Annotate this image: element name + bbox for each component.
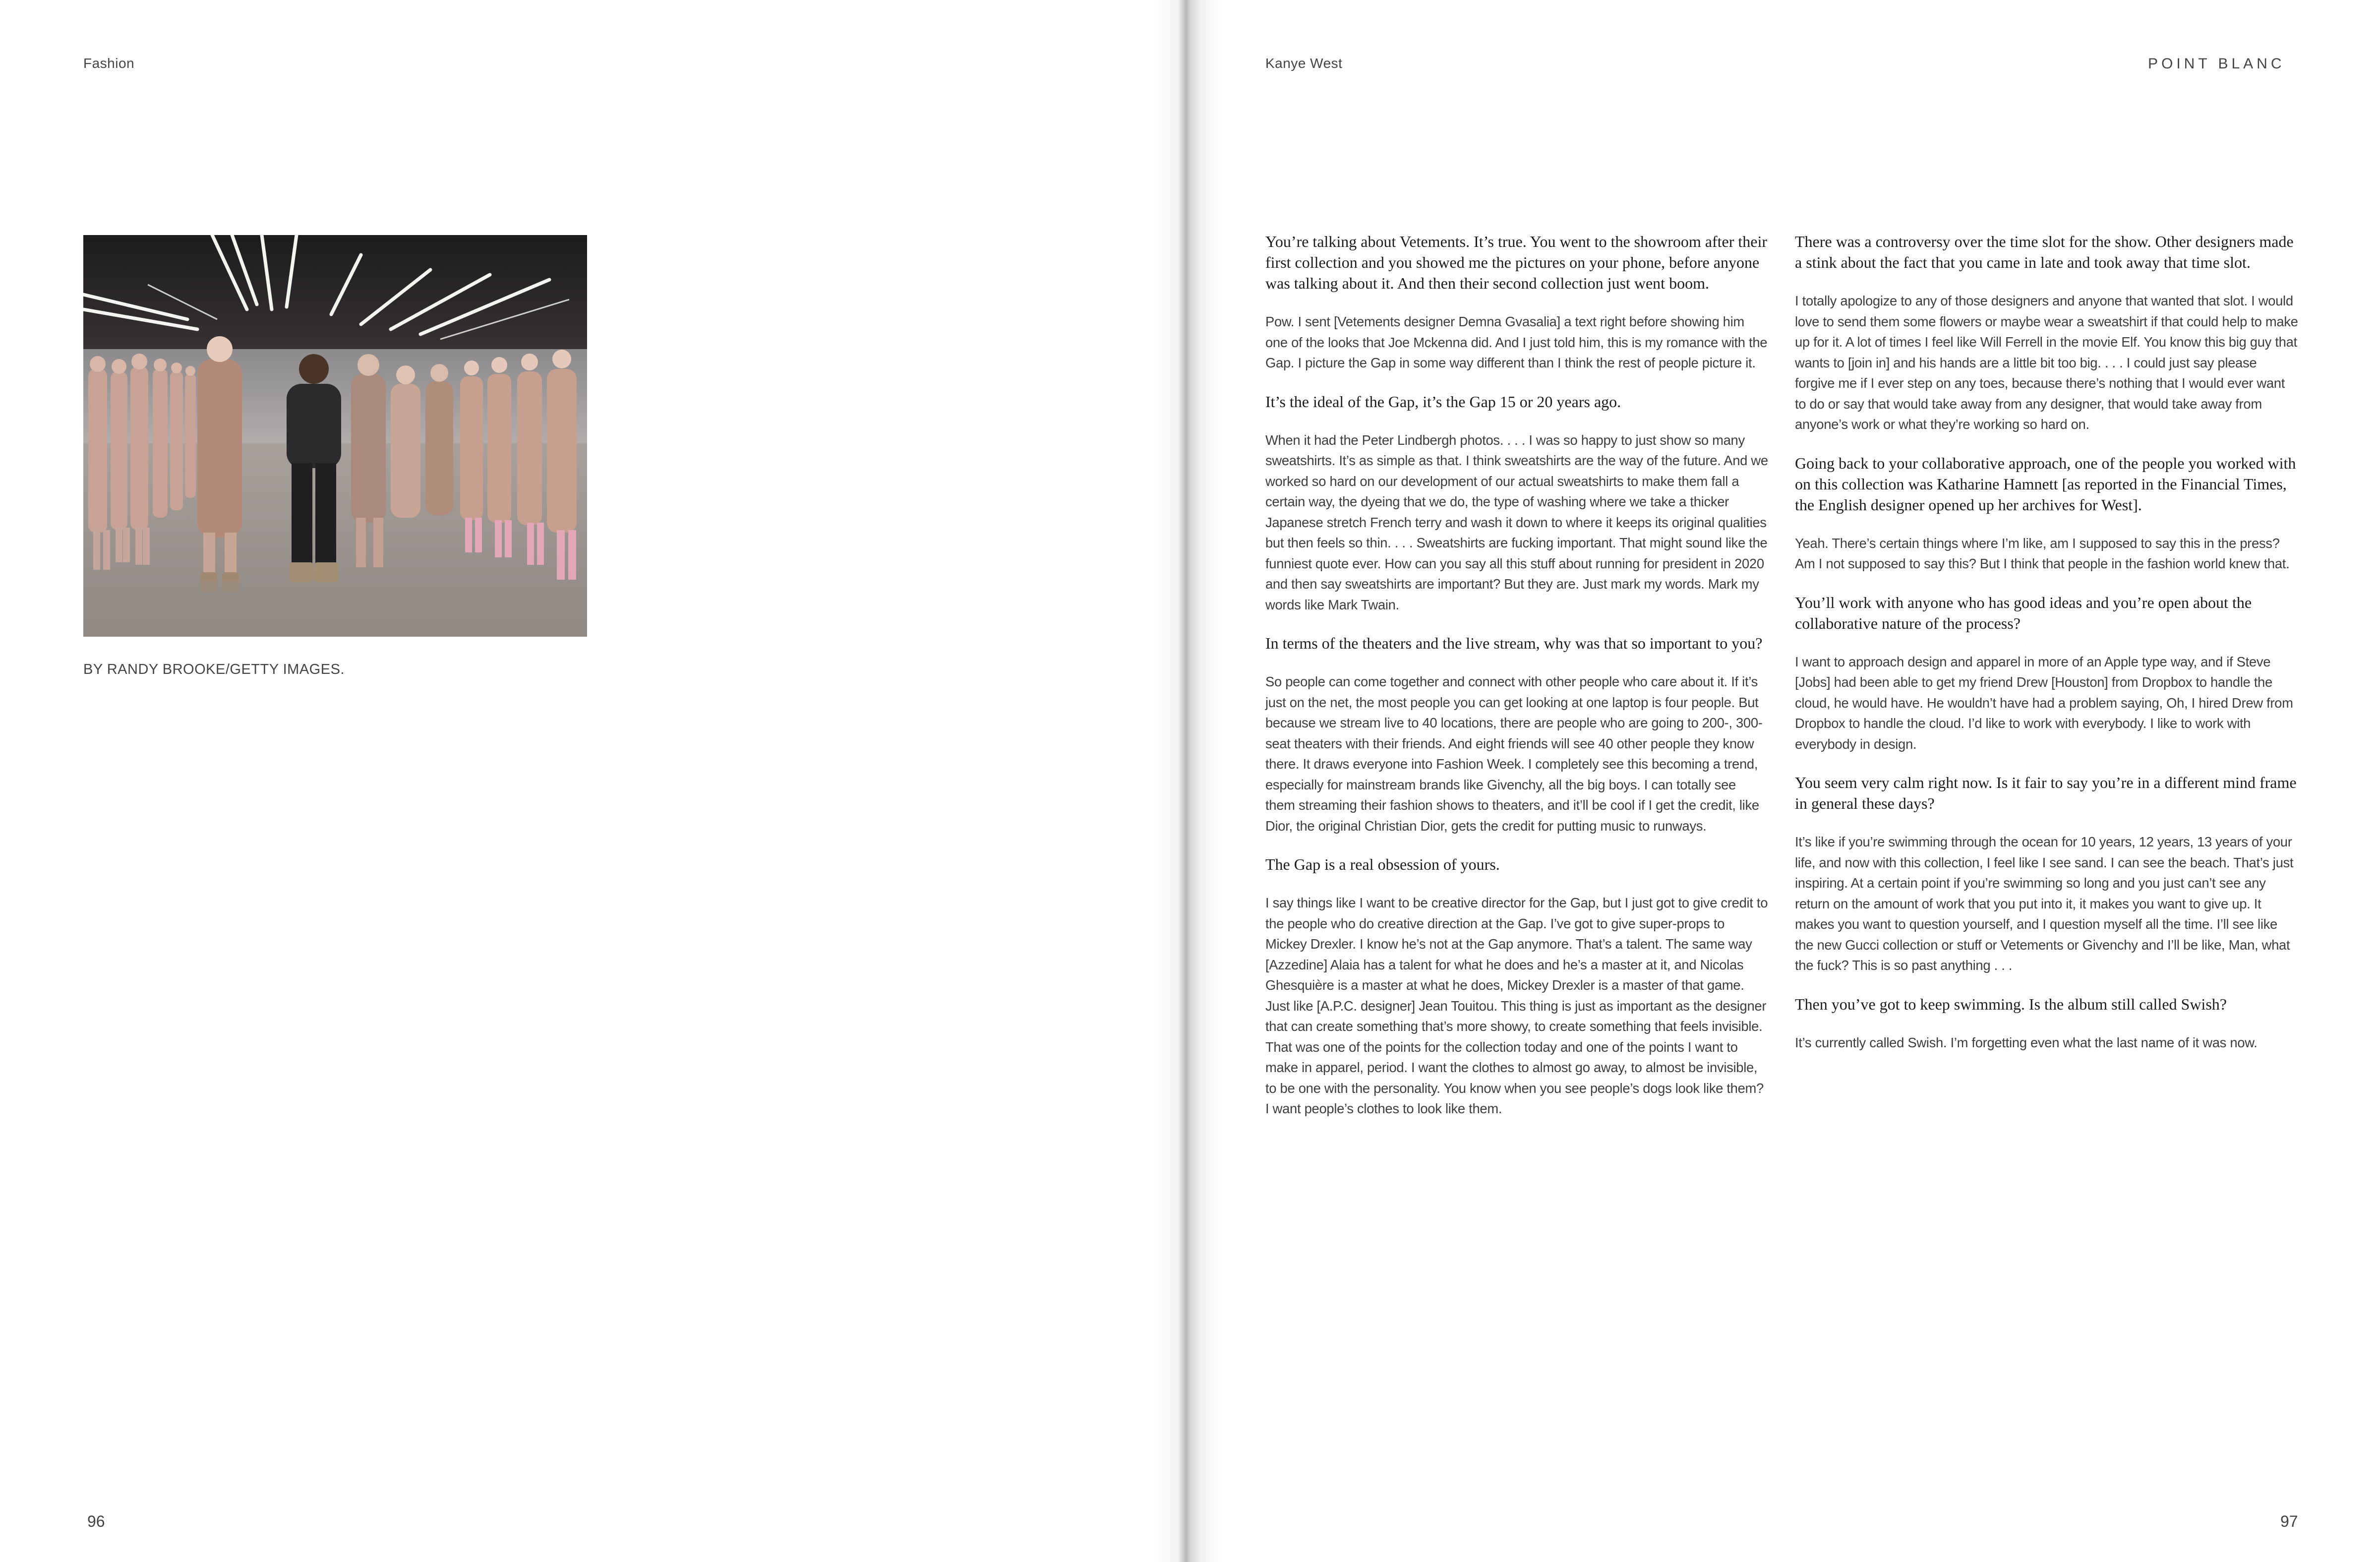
interview-answer: When it had the Peter Lindbergh photos. . . . I was so happy to just show so many sweatshirts. It’s as simple as that. I think sweatshirts are the way of the future. And we worked so hard on our development of our actual sweatshirts to make them fall a certain way, the dyeing that we do, the type of washing where we take a thicker Japanese stretch French terry and wash it down to where it keeps its original qualities but then feels so thin. . . . Sweatshirts are fucking important. That might sound like the funniest quote ever. How can you say all this stuff about running for president in 2020 and then say sweatshirts are important? But they are. Just mark my words. Mark my words like Mark Twain. (1265, 432, 1768, 612)
interview-answer: I want to approach design and apparel in more of an Apple type way, and if Steve [Jobs] had been able to get my friend Drew [Houston] from Dropbox to handle the cloud, he would have. He wouldn’t have had a problem saying, Oh, I hired Drew from Dropbox to handle the cloud. I’d like to work with everybody. I like to work with everybody in design. (1795, 654, 2293, 752)
interview-answer: It’s currently called Swish. I’m forgetting even what the last name of it was now. (1795, 1034, 2258, 1050)
interview-question: Then you’ve got to keep swimming. Is the album still called Swish? (1795, 995, 2227, 1013)
interview-question: The Gap is a real obsession of yours. (1265, 855, 1500, 873)
left-page (0, 0, 1183, 1562)
interview-question: It’s the ideal of the Gap, it’s the Gap 15 or 20 years ago. (1265, 392, 1621, 411)
interview-question: There was a controversy over the time slot for the show. Other designers made a stink about the fact that you came in late and took away that time slot. (1795, 233, 2294, 271)
page-number-right: 97 (2280, 1512, 2298, 1530)
running-head-left: Fashion (83, 56, 135, 71)
running-head-right: Kanye West (1265, 56, 1343, 71)
interview-answer: Pow. I sent [Vetements designer Demna Gvasalia] a text right before showing him one of the looks that Joe Mckenna did. And I just told him, this is my romance with the Gap. I picture the Gap in some way different than I think the rest of people picture it. (1265, 314, 1768, 370)
interview-question: You seem very calm right now. Is it fair to say you’re in a different mind frame in general these days? (1795, 774, 2297, 812)
interview-answer: So people can come together and connect with other people who care about it. If it’s just on the net, the most people you can get looking at one laptop is four people. But because we stream live to 40 locations, there are people who are going to 200-, 300-seat theaters with their friends. And eight friends will see 40 other people they know there. It draws everyone into Fashion Week. I completely see this becoming a trend, especially for mainstream brands like Givenchy, all the big boys. I can totally see them streaming their fashion shows to theaters, and it’ll be cool if I get the credit, like Dior, the original Christian Dior, gets the credit for putting music to runways. (1265, 674, 1763, 834)
interview-question: You’ll work with anyone who has good ideas and you’re open about the collaborative nature of the process? (1795, 593, 2252, 632)
interview-question: In terms of the theaters and the live stream, why was that so important to you? (1265, 634, 1763, 652)
interview-answer: It’s like if you’re swimming through the ocean for 10 years, 12 years, 13 years of your life, and now with this collection, I feel like I see sand. I can see the beach. That’s just inspiring. At a certain point if you’re swimming so long and you just can’t see any return on the amount of work that you put into it, it makes you want to give up. It makes you want to question yourself, and I question myself all the time. I’ll see like the new Gucci collection or stuff or Vetements or Givenchy and I’ll be like, Man, what the fuck? This is so past anything . . . (1795, 834, 2294, 973)
article-column-2 (1795, 231, 2298, 1071)
interview-answer: I say things like I want to be creative director for the Gap, but I just got to give credit to the people who do creative direction at the Gap. I’ve got to give super-props to Mickey Drexler. I know he’s not at the Gap anymore. That’s a talent. The same way [Azzedine] Alaia has a talent for what he does and he’s a master at it, and Nicolas Ghesquière is a master at what he does, Mickey Drexler is a master of that game. Just like [A.P.C. designer] Jean Touitou. This thing is just as important as the designer that can create something that’s more showy, to create something that feels invisible. That was one of the points for the collection today and one of the points I want to make in apparel, period. I want the clothes to almost go away, to almost be invisible, to be one with the personality. You know when you see people’s dogs look like them? I want people’s clothes to look like them. (1265, 895, 1768, 1116)
runway-photo (83, 235, 587, 637)
article-column-1 (1265, 231, 1769, 1137)
photo-credit: BY RANDY BROOKE/GETTY IMAGES. (83, 661, 345, 677)
magazine-brand: POINT BLANC (2148, 56, 2285, 72)
interview-answer: Yeah. There’s certain things where I’m like, am I supposed to say this in the press? Am I not supposed to say this? But I think that people in the fashion world knew that. (1795, 535, 2290, 571)
interview-question: You’re talking about Vetements. It’s true. You went to the showroom after their first collection and you showed me the pictures on your phone, before anyone was talking about it. And then their second collection just went boom. (1265, 233, 1768, 292)
page-number-left: 96 (87, 1512, 105, 1530)
interview-answer: I totally apologize to any of those designers and anyone that wanted that slot. I would love to send them some flowers or maybe wear a sweatshirt if that could help to make up for it. A lot of times I feel like Will Ferrell in the movie Elf. You know this big guy that wants to [join in] and his hands are a little bit too big. . . . I could just say please forgive me if I ever step on any toes, because there’s nothing that I would ever want to do or say that would take away from any designer, that would take away from anyone’s work or what they’re working so hard on. (1795, 293, 2298, 432)
interview-question: Going back to your collaborative approach, one of the people you worked with on this collection was Katharine Hamnett [as reported in the Financial Times, the English designer opened up her archives for West]. (1795, 454, 2296, 514)
